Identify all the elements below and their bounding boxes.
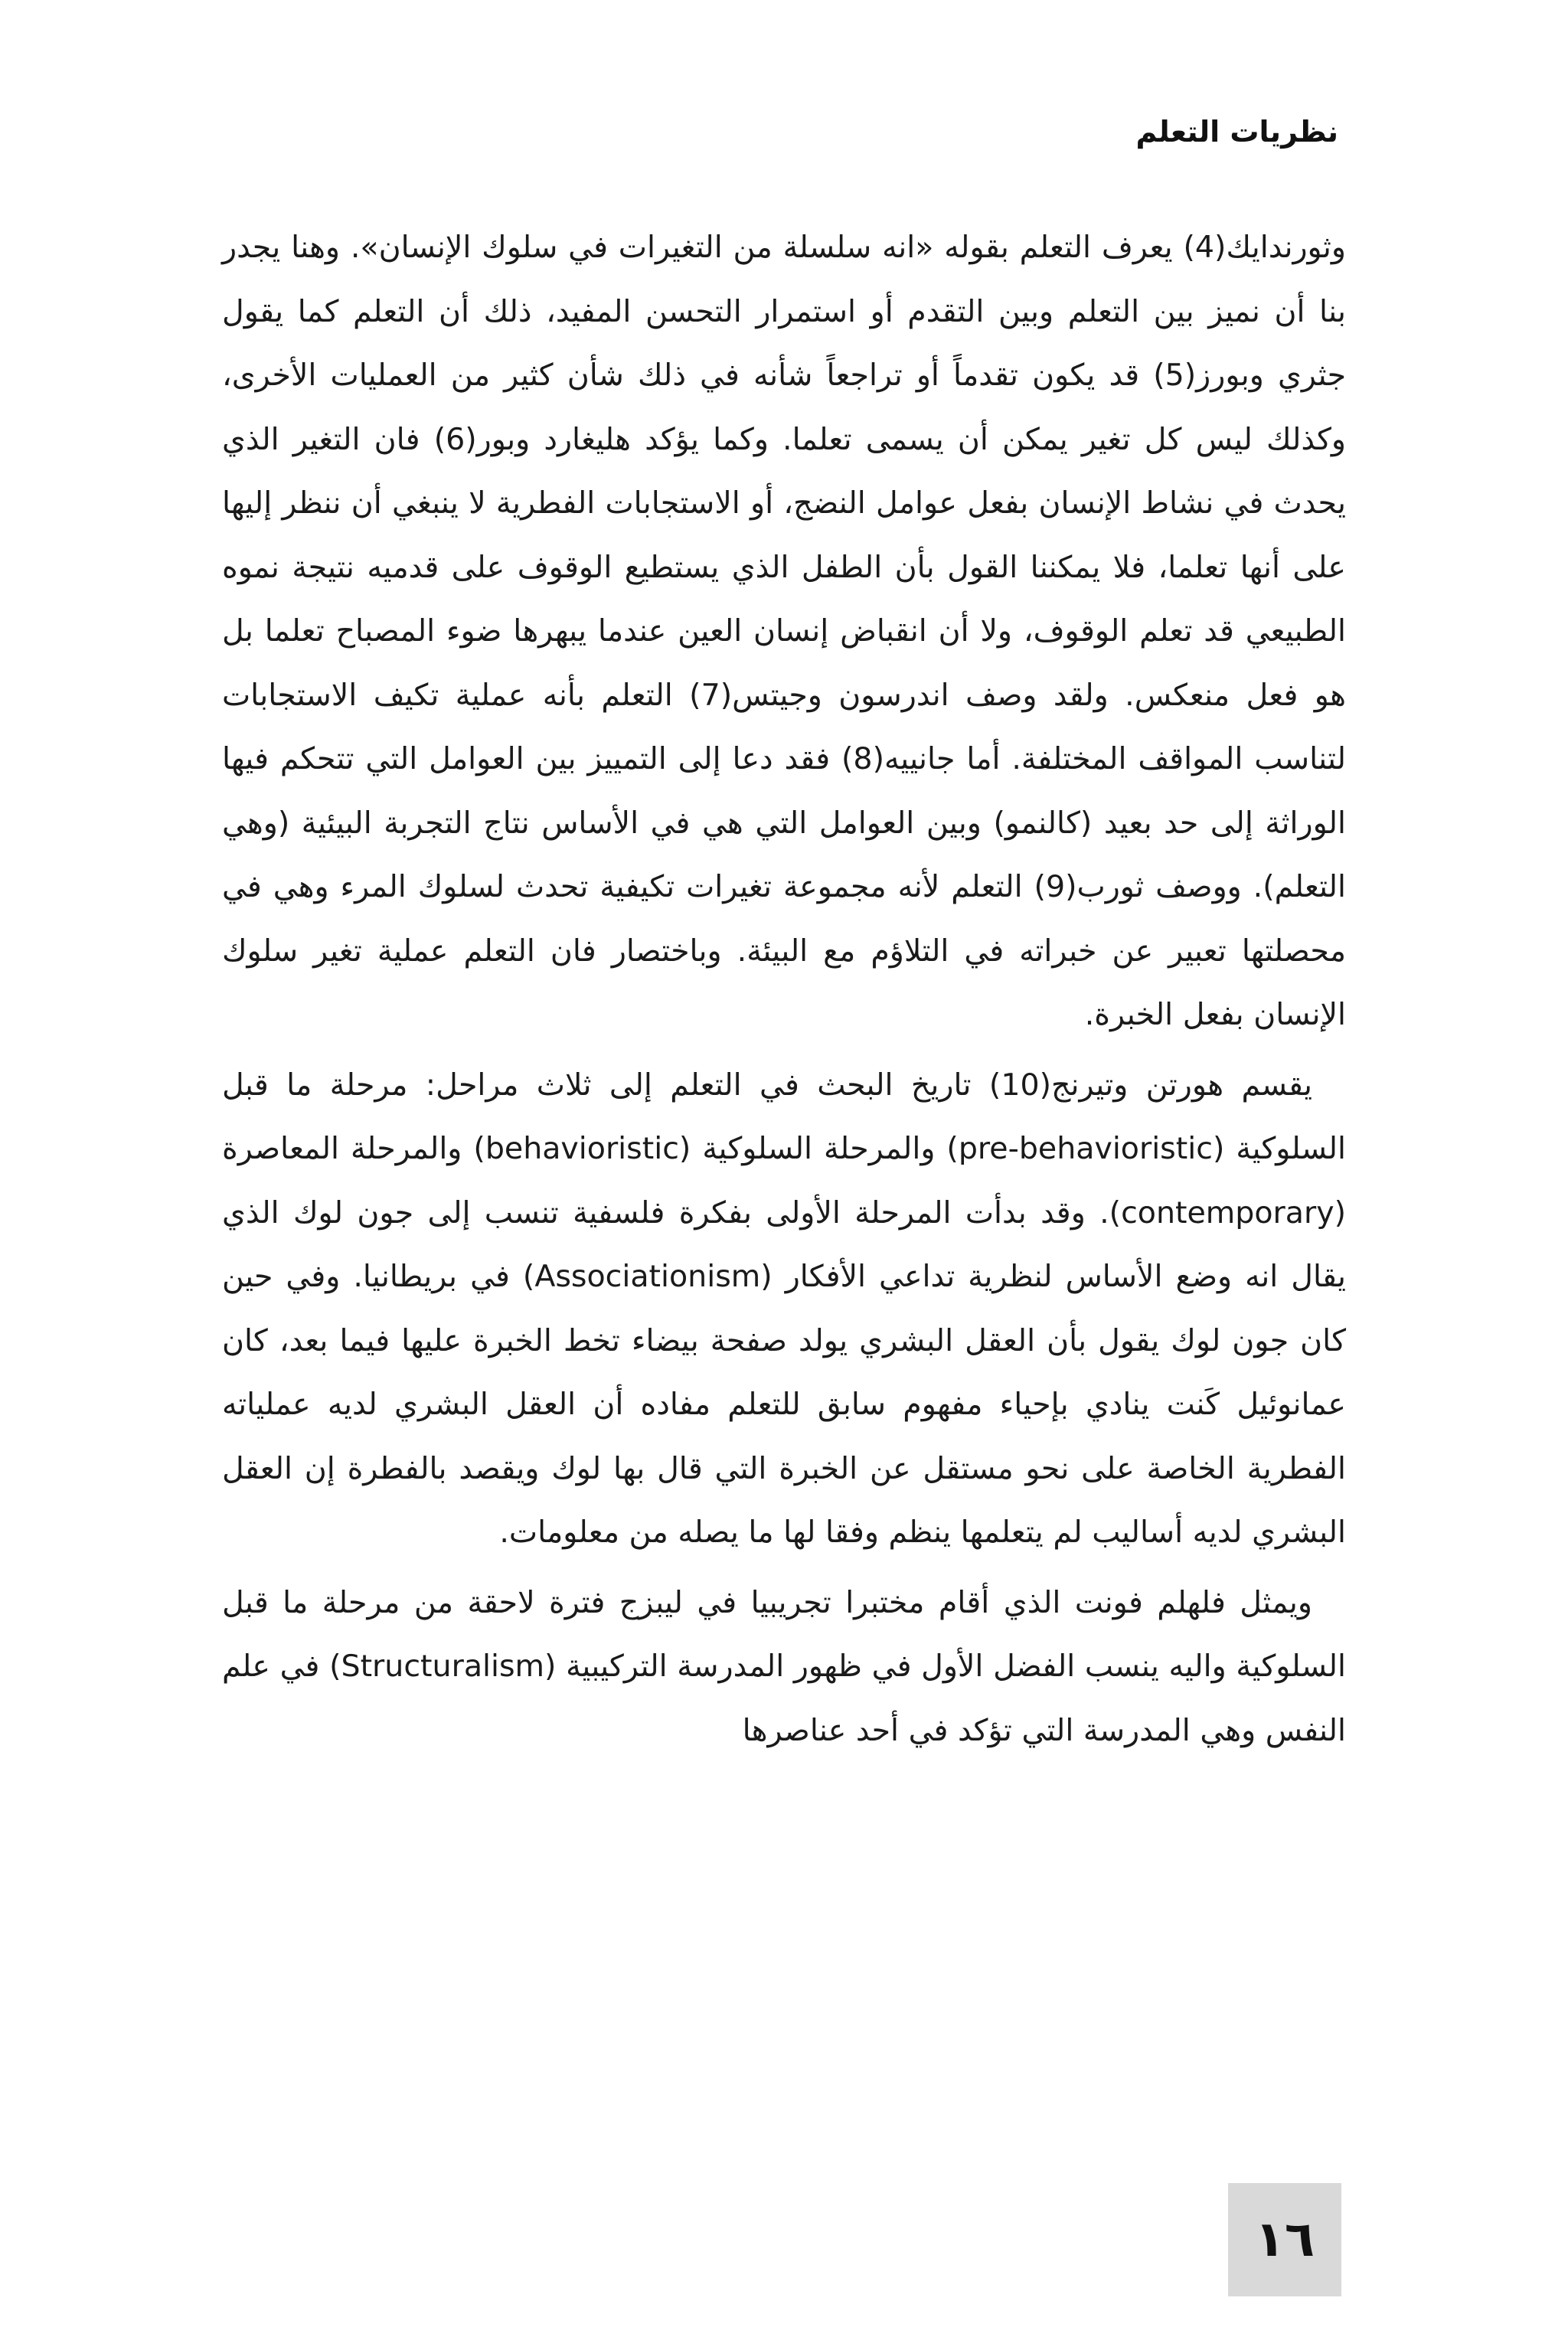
paragraph-wundt: ويمثل فلهلم فونت الذي أقام مختبرا تجريبيا في ليبزج فترة لاحقة من مرحلة ما قبل السلوكية واليه ينسب الفضل الأول في ظهور المدرسة التركيبية (Structuralism) في علم النفس وهي المدرسة التي تؤكد في أحد عناصرها	[222, 1584, 1347, 1748]
paragraph-learning-definitions: وثورندايك(4) يعرف التعلم بقوله «انه سلسلة من التغيرات في سلوك الإنسان». وهنا يجدر بنا أن نميز بين التعلم وبين التقدم أو استمرار التحسن المفيد، ذلك أن التعلم كما يقول جثري وبورز(5) قد يكون تقدماً أو تراجعاً شأنه في ذلك شأن كثير من العمليات الأخرى، وكذلك ليس كل تغير يمكن أن يسمى تعلما. وكما يؤكد هليغارد وبور(6) فان التغير الذي يحدث في نشاط الإنسان بفعل عوامل النضج، أو الاستجابات الفطرية لا ينبغي أن ننظر إليها على أنها تعلما، فلا يمكننا القول بأن الطفل الذي يستطيع الوقوف على قدميه نتيجة نموه الطبيعي قد تعلم الوقوف، ولا أن انقباض إنسان العين عندما يبهرها ضوء المصباح تعلما بل هو فعل منعكس. ولقد وصف اندرسون وجيتس(7) التعلم بأنه عملية تكيف الاستجابات لتناسب المواقف المختلفة. أما جانييه(8) فقد دعا إلى التمييز بين العوامل التي تتحكم فيها الوراثة إلى حد بعيد (كالنمو) وبين العوامل التي هي في الأساس نتاج التجربة البيئية (وهي التعلم). ووصف ثورب(9) التعلم لأنه مجموعة تغيرات تكيفية تحدث لسلوك المرء وهي في محصلتها تعبير عن خبراته في التلاؤم مع البيئة. وباختصار فان التعلم عملية تغير سلوك الإنسان بفعل الخبرة.	[222, 230, 1346, 1032]
body-text	[222, 216, 1346, 1763]
running-header-title: نظريات التعلم	[1135, 115, 1338, 149]
page-number-box	[1228, 2183, 1341, 2296]
page-number: ١٦	[1254, 2211, 1315, 2268]
paragraph-history-stages: يقسم هورتن وتيرنج(10) تاريخ البحث في التعلم إلى ثلاث مراحل: مرحلة ما قبل السلوكية (pre-behavioristic) والمرحلة السلوكية (behavioristic) والمرحلة المعاصرة (contemporary). وقد بدأت المرحلة الأولى بفكرة فلسفية تنسب إلى جون لوك الذي يقال انه وضع الأساس لنظرية تداعي الأفكار (Associationism) في بريطانيا. وفي حين كان جون لوك يقول بأن العقل البشري يولد صفحة بيضاء تخط الخبرة عليها فيما بعد، كان عمانوئيل كَنت ينادي بإحياء مفهوم سابق للتعلم مفاده أن العقل البشري لديه عملياته الفطرية الخاصة على نحو مستقل عن الخبرة التي قال بها لوك ويقصد بالفطرة إن العقل البشري لديه أساليب لم يتعلمها ينظم وفقا لها ما يصله من معلومات.	[222, 1067, 1346, 1550]
